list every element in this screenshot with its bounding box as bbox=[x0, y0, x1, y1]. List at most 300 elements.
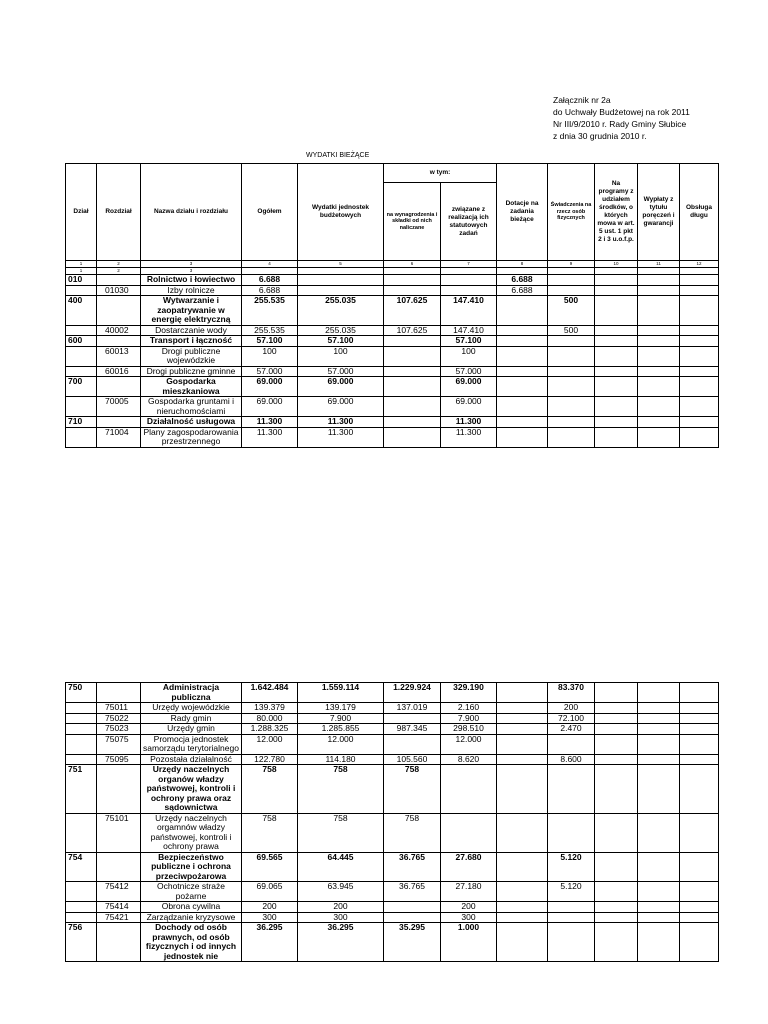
table-cell bbox=[497, 912, 548, 923]
table-cell bbox=[638, 683, 680, 703]
table-cell bbox=[384, 427, 441, 447]
table-cell: 35.295 bbox=[384, 923, 441, 962]
table-cell bbox=[680, 366, 719, 377]
table-cell bbox=[66, 397, 97, 417]
table-cell: Drogi publiczne gminne bbox=[141, 366, 242, 377]
table-cell bbox=[66, 734, 97, 754]
table-row-rozdzial bbox=[66, 285, 719, 296]
table-cell: 255.535 bbox=[242, 325, 298, 336]
table-cell: 75421 bbox=[97, 912, 141, 923]
table-cell bbox=[680, 724, 719, 735]
table-row-rozdzial bbox=[66, 346, 719, 366]
table-cell bbox=[595, 923, 638, 962]
table-cell bbox=[497, 683, 548, 703]
table-cell bbox=[680, 285, 719, 296]
table-cell bbox=[66, 912, 97, 923]
table-cell: Pozostała działalność bbox=[141, 754, 242, 765]
column-number bbox=[384, 268, 441, 275]
table-cell: 122.780 bbox=[242, 754, 298, 765]
column-number: 7 bbox=[441, 261, 497, 268]
table-cell bbox=[441, 813, 497, 852]
table-cell bbox=[595, 336, 638, 347]
table-cell bbox=[548, 336, 595, 347]
table-cell bbox=[548, 427, 595, 447]
table-cell: 11.300 bbox=[441, 417, 497, 428]
table-cell bbox=[548, 923, 595, 962]
table-cell bbox=[384, 377, 441, 397]
table-cell: 300 bbox=[242, 912, 298, 923]
table-cell bbox=[595, 765, 638, 814]
table-row-dzial bbox=[66, 275, 719, 286]
table-cell: 6.688 bbox=[242, 285, 298, 296]
table-cell bbox=[680, 427, 719, 447]
table-cell bbox=[97, 923, 141, 962]
table-cell: Gospodarka mieszkaniowa bbox=[141, 377, 242, 397]
table-cell: 1.642.484 bbox=[242, 683, 298, 703]
table-cell bbox=[497, 397, 548, 417]
column-number: 2 bbox=[97, 268, 141, 275]
table-cell bbox=[680, 703, 719, 714]
table-cell bbox=[497, 336, 548, 347]
col-header-rozdzial: Rozdział bbox=[97, 164, 141, 261]
table-cell: 36.765 bbox=[384, 852, 441, 882]
table-cell bbox=[97, 275, 141, 286]
col-header-swiadczenia: Świadczenia na rzecz osób fizycznych bbox=[548, 164, 595, 261]
table-cell bbox=[595, 902, 638, 913]
table-cell bbox=[638, 325, 680, 336]
table-cell bbox=[497, 852, 548, 882]
column-number: 11 bbox=[638, 261, 680, 268]
table-cell bbox=[595, 912, 638, 923]
table-cell: 11.300 bbox=[298, 417, 384, 428]
col-header-w-tym: w tym: bbox=[384, 164, 497, 183]
table-cell bbox=[97, 336, 141, 347]
table-cell bbox=[638, 724, 680, 735]
table-cell bbox=[680, 417, 719, 428]
table-cell bbox=[595, 882, 638, 902]
table-body bbox=[66, 683, 719, 962]
table-cell: 12.000 bbox=[242, 734, 298, 754]
table-cell: 75023 bbox=[97, 724, 141, 735]
table-cell: 75101 bbox=[97, 813, 141, 852]
table-cell bbox=[97, 417, 141, 428]
table-cell: Zarządzanie kryzysowe bbox=[141, 912, 242, 923]
table-cell bbox=[638, 734, 680, 754]
table-cell: Izby rolnicze bbox=[141, 285, 242, 296]
table-cell: 70005 bbox=[97, 397, 141, 417]
table-cell bbox=[548, 285, 595, 296]
table-cell: 139.179 bbox=[298, 703, 384, 714]
col-header-statutowe: związane z realizacją ich statutowych zadań bbox=[441, 183, 497, 261]
table-cell bbox=[680, 734, 719, 754]
table-cell bbox=[638, 882, 680, 902]
table-cell: 75414 bbox=[97, 902, 141, 913]
table-cell: 147.410 bbox=[441, 296, 497, 326]
table-cell bbox=[497, 902, 548, 913]
table-cell: 300 bbox=[298, 912, 384, 923]
table-cell bbox=[384, 417, 441, 428]
table-row-dzial bbox=[66, 765, 719, 814]
table-cell: Drogi publiczne wojewódzkie bbox=[141, 346, 242, 366]
table-cell bbox=[595, 346, 638, 366]
table-cell: 8.620 bbox=[441, 754, 497, 765]
table-cell: 60013 bbox=[97, 346, 141, 366]
table-cell bbox=[680, 852, 719, 882]
table-cell: Wytwarzanie i zaopatrywanie w energię elektryczną bbox=[141, 296, 242, 326]
table-cell bbox=[66, 427, 97, 447]
table-cell: 255.035 bbox=[298, 325, 384, 336]
table-cell bbox=[298, 285, 384, 296]
table-cell: 100 bbox=[242, 346, 298, 366]
column-number bbox=[242, 268, 298, 275]
table-cell bbox=[638, 813, 680, 852]
table-cell: 69.000 bbox=[441, 397, 497, 417]
table-cell bbox=[548, 734, 595, 754]
table-cell: 255.035 bbox=[298, 296, 384, 326]
table-cell: 57.000 bbox=[242, 366, 298, 377]
table-row-rozdzial bbox=[66, 713, 719, 724]
table-cell: 200 bbox=[441, 902, 497, 913]
table-cell: 83.370 bbox=[548, 683, 595, 703]
table-cell bbox=[548, 346, 595, 366]
col-header-wyplaty: Wypłaty z tytułu poręczeń i gwarancji bbox=[638, 164, 680, 261]
col-header-wynagrodzenia: na wynagrodzenia i składki od nich naliczane bbox=[384, 183, 441, 261]
table-cell: Promocja jednostek samorządu terytorialnego bbox=[141, 734, 242, 754]
table-cell: 5.120 bbox=[548, 882, 595, 902]
table-cell: 11.300 bbox=[242, 417, 298, 428]
table-row-rozdzial bbox=[66, 366, 719, 377]
table-title: WYDATKI BIEŻĄCE bbox=[306, 152, 370, 159]
table-row-rozdzial bbox=[66, 754, 719, 765]
table-cell bbox=[441, 275, 497, 286]
table-cell: 200 bbox=[548, 703, 595, 714]
table-cell bbox=[638, 902, 680, 913]
table-cell: 69.000 bbox=[242, 377, 298, 397]
table-cell: 758 bbox=[384, 813, 441, 852]
table-row-rozdzial bbox=[66, 912, 719, 923]
table-cell: 751 bbox=[66, 765, 97, 814]
table-cell: 72.100 bbox=[548, 713, 595, 724]
table-row-dzial bbox=[66, 852, 719, 882]
column-number bbox=[497, 268, 548, 275]
table-cell bbox=[548, 397, 595, 417]
table-cell bbox=[680, 296, 719, 326]
col-header-nazwa: Nazwa działu i rozdziału bbox=[141, 164, 242, 261]
column-number: 1 bbox=[66, 261, 97, 268]
table-cell bbox=[680, 765, 719, 814]
col-header-dzial: Dział bbox=[66, 164, 97, 261]
col-header-ogolem: Ogółem bbox=[242, 164, 298, 261]
table-cell bbox=[548, 912, 595, 923]
table-cell bbox=[680, 683, 719, 703]
table-cell: 1.288.325 bbox=[242, 724, 298, 735]
table-cell: 57.000 bbox=[298, 366, 384, 377]
table-cell bbox=[595, 325, 638, 336]
table-cell: 75412 bbox=[97, 882, 141, 902]
table-row-rozdzial bbox=[66, 397, 719, 417]
table-cell: Rady gmin bbox=[141, 713, 242, 724]
table-cell: 11.300 bbox=[298, 427, 384, 447]
table-row-dzial bbox=[66, 336, 719, 347]
table-cell bbox=[384, 902, 441, 913]
table-cell bbox=[66, 754, 97, 765]
table-cell: 100 bbox=[441, 346, 497, 366]
table-cell bbox=[680, 813, 719, 852]
table-cell: 69.000 bbox=[242, 397, 298, 417]
table-cell bbox=[638, 923, 680, 962]
table-row-rozdzial bbox=[66, 703, 719, 714]
document-header bbox=[553, 94, 690, 142]
table-cell bbox=[66, 813, 97, 852]
table-cell bbox=[595, 813, 638, 852]
table-cell: 107.625 bbox=[384, 325, 441, 336]
table-cell: Rolnictwo i łowiectwo bbox=[141, 275, 242, 286]
column-number-row bbox=[66, 268, 719, 275]
table-cell bbox=[548, 902, 595, 913]
table-cell: 7.900 bbox=[441, 713, 497, 724]
table-cell: 57.100 bbox=[441, 336, 497, 347]
table-row-rozdzial bbox=[66, 902, 719, 913]
table-row-rozdzial bbox=[66, 813, 719, 852]
table-cell bbox=[595, 397, 638, 417]
table-cell: Urzędy wojewódzkie bbox=[141, 703, 242, 714]
table-row-dzial bbox=[66, 296, 719, 326]
table-cell: 12.000 bbox=[441, 734, 497, 754]
table-row-rozdzial bbox=[66, 734, 719, 754]
table-cell: 69.065 bbox=[242, 882, 298, 902]
table-cell: 69.000 bbox=[441, 377, 497, 397]
table-cell bbox=[638, 417, 680, 428]
table-cell bbox=[548, 813, 595, 852]
table-cell bbox=[497, 703, 548, 714]
table-cell: 987.345 bbox=[384, 724, 441, 735]
table-cell bbox=[384, 346, 441, 366]
table-cell bbox=[595, 724, 638, 735]
table-cell bbox=[680, 346, 719, 366]
table-cell: Bezpieczeństwo publiczne i ochrona przeciwpożarowa bbox=[141, 852, 242, 882]
table-cell bbox=[384, 336, 441, 347]
table-cell bbox=[497, 417, 548, 428]
col-header-programy: Na programy z udziałem środków, o których mowa w art. 5 ust. 1 pkt 2 i 3 u.o.f.p. bbox=[595, 164, 638, 261]
table-cell: 2.160 bbox=[441, 703, 497, 714]
table-cell bbox=[595, 683, 638, 703]
table-cell: 11.300 bbox=[441, 427, 497, 447]
table-row-dzial bbox=[66, 683, 719, 703]
table-cell bbox=[638, 275, 680, 286]
table-cell: 105.560 bbox=[384, 754, 441, 765]
column-number: 3 bbox=[141, 268, 242, 275]
table-cell bbox=[595, 852, 638, 882]
table-cell: 75095 bbox=[97, 754, 141, 765]
table-cell: 7.900 bbox=[298, 713, 384, 724]
table-cell bbox=[680, 882, 719, 902]
header-line: do Uchwały Budżetowej na rok 2011 bbox=[553, 107, 690, 117]
table-cell: 36.765 bbox=[384, 882, 441, 902]
table-cell: Administracja publiczna bbox=[141, 683, 242, 703]
table-cell bbox=[548, 275, 595, 286]
column-number bbox=[638, 268, 680, 275]
table-cell: 137.019 bbox=[384, 703, 441, 714]
table-cell bbox=[497, 366, 548, 377]
table-cell bbox=[638, 852, 680, 882]
column-number: 1 bbox=[66, 268, 97, 275]
table-cell: Urzędy naczelnych orgamnów władzy państwowej, kontroli i ochrony prawa bbox=[141, 813, 242, 852]
column-number: 5 bbox=[298, 261, 384, 268]
table-cell: 60016 bbox=[97, 366, 141, 377]
column-number: 8 bbox=[497, 261, 548, 268]
column-number bbox=[298, 268, 384, 275]
table-cell: 27.180 bbox=[441, 882, 497, 902]
table-cell bbox=[497, 325, 548, 336]
table-cell: 500 bbox=[548, 325, 595, 336]
table-row-rozdzial bbox=[66, 882, 719, 902]
table-cell bbox=[638, 765, 680, 814]
table-cell: 6.688 bbox=[242, 275, 298, 286]
table-cell: Obrona cywilna bbox=[141, 902, 242, 913]
table-cell bbox=[66, 713, 97, 724]
table-cell bbox=[497, 377, 548, 397]
table-row-rozdzial bbox=[66, 325, 719, 336]
table-cell bbox=[595, 296, 638, 326]
table-cell bbox=[638, 336, 680, 347]
table-cell bbox=[680, 397, 719, 417]
table-cell: 756 bbox=[66, 923, 97, 962]
table-cell bbox=[595, 427, 638, 447]
table-cell bbox=[638, 377, 680, 397]
table-cell: 12.000 bbox=[298, 734, 384, 754]
table-cell bbox=[548, 765, 595, 814]
column-number: 2 bbox=[97, 261, 141, 268]
table-cell bbox=[66, 285, 97, 296]
table-cell: 758 bbox=[242, 813, 298, 852]
table-cell: Urzędy naczelnych organów władzy państwowej, kontroli i ochrony prawa oraz sądownictwa bbox=[141, 765, 242, 814]
table-cell bbox=[548, 377, 595, 397]
column-number bbox=[595, 268, 638, 275]
table-cell bbox=[497, 724, 548, 735]
table-cell bbox=[595, 734, 638, 754]
table-cell: 40002 bbox=[97, 325, 141, 336]
header-line: z dnia 30 grudnia 2010 r. bbox=[553, 131, 647, 141]
table-cell: 200 bbox=[298, 902, 384, 913]
table-cell bbox=[638, 754, 680, 765]
table-cell: 01030 bbox=[97, 285, 141, 296]
table-cell: 11.300 bbox=[242, 427, 298, 447]
table-cell bbox=[680, 902, 719, 913]
table-row-dzial bbox=[66, 377, 719, 397]
table-cell bbox=[638, 427, 680, 447]
table-cell bbox=[595, 713, 638, 724]
table-cell: Ochotnicze straże pożarne bbox=[141, 882, 242, 902]
table-cell bbox=[638, 397, 680, 417]
table-cell: 63.945 bbox=[298, 882, 384, 902]
table-cell: 147.410 bbox=[441, 325, 497, 336]
table-cell bbox=[97, 852, 141, 882]
table-cell bbox=[384, 912, 441, 923]
table-cell bbox=[384, 734, 441, 754]
expenditure-table-part-2 bbox=[65, 682, 719, 962]
expenditure-table-part-1 bbox=[65, 163, 719, 448]
table-cell bbox=[384, 713, 441, 724]
table-cell bbox=[638, 713, 680, 724]
table-cell: 750 bbox=[66, 683, 97, 703]
table-cell bbox=[638, 285, 680, 296]
table-cell bbox=[595, 275, 638, 286]
table-cell bbox=[66, 724, 97, 735]
table-cell bbox=[441, 765, 497, 814]
table-cell: 75011 bbox=[97, 703, 141, 714]
table-cell bbox=[680, 754, 719, 765]
table-cell bbox=[680, 923, 719, 962]
table-row-rozdzial bbox=[66, 427, 719, 447]
table-cell: 329.190 bbox=[441, 683, 497, 703]
table-cell: 57.100 bbox=[242, 336, 298, 347]
table-cell bbox=[298, 275, 384, 286]
table-cell bbox=[497, 754, 548, 765]
table-cell: 75022 bbox=[97, 713, 141, 724]
table-cell bbox=[66, 703, 97, 714]
table-cell: 36.295 bbox=[242, 923, 298, 962]
table-cell: 1.559.114 bbox=[298, 683, 384, 703]
table-cell: 27.680 bbox=[441, 852, 497, 882]
table-cell bbox=[638, 346, 680, 366]
table-cell bbox=[384, 366, 441, 377]
table-cell bbox=[638, 912, 680, 923]
table-cell: 758 bbox=[298, 813, 384, 852]
table-cell: Gospodarka gruntami i nieruchomościami bbox=[141, 397, 242, 417]
table-cell: 69.000 bbox=[298, 397, 384, 417]
table-cell bbox=[66, 346, 97, 366]
table-cell: 8.600 bbox=[548, 754, 595, 765]
column-number: 3 bbox=[141, 261, 242, 268]
header-line: Nr III/9/2010 r. Rady Gminy Słubice bbox=[553, 119, 687, 129]
table-cell: 2.470 bbox=[548, 724, 595, 735]
table-cell: 758 bbox=[298, 765, 384, 814]
table-row-dzial bbox=[66, 923, 719, 962]
table-cell bbox=[441, 285, 497, 296]
table-cell: 100 bbox=[298, 346, 384, 366]
col-header-dotacje: Dotacje na zadania bieżące bbox=[497, 164, 548, 261]
table-cell: 57.000 bbox=[441, 366, 497, 377]
table-cell bbox=[497, 765, 548, 814]
table-cell: 710 bbox=[66, 417, 97, 428]
table-cell bbox=[497, 713, 548, 724]
table-row-rozdzial bbox=[66, 724, 719, 735]
table-cell bbox=[66, 366, 97, 377]
table-cell: Urzędy gmin bbox=[141, 724, 242, 735]
table-cell: Transport i łączność bbox=[141, 336, 242, 347]
table-cell: 1.285.855 bbox=[298, 724, 384, 735]
column-number: 4 bbox=[242, 261, 298, 268]
table-cell: Plany zagospodarowania przestrzennego bbox=[141, 427, 242, 447]
table-cell: 71004 bbox=[97, 427, 141, 447]
table-cell: 57.100 bbox=[298, 336, 384, 347]
table-cell: 69.000 bbox=[298, 377, 384, 397]
table-cell: 758 bbox=[242, 765, 298, 814]
table-cell bbox=[384, 275, 441, 286]
table-cell: 1.229.924 bbox=[384, 683, 441, 703]
table-cell: 255.535 bbox=[242, 296, 298, 326]
table-cell: 758 bbox=[384, 765, 441, 814]
table-cell bbox=[595, 703, 638, 714]
column-number: 10 bbox=[595, 261, 638, 268]
table-cell bbox=[497, 734, 548, 754]
table-cell bbox=[497, 296, 548, 326]
table-cell bbox=[680, 325, 719, 336]
column-number bbox=[680, 268, 719, 275]
column-number bbox=[548, 268, 595, 275]
table-cell bbox=[97, 683, 141, 703]
table-cell bbox=[66, 902, 97, 913]
